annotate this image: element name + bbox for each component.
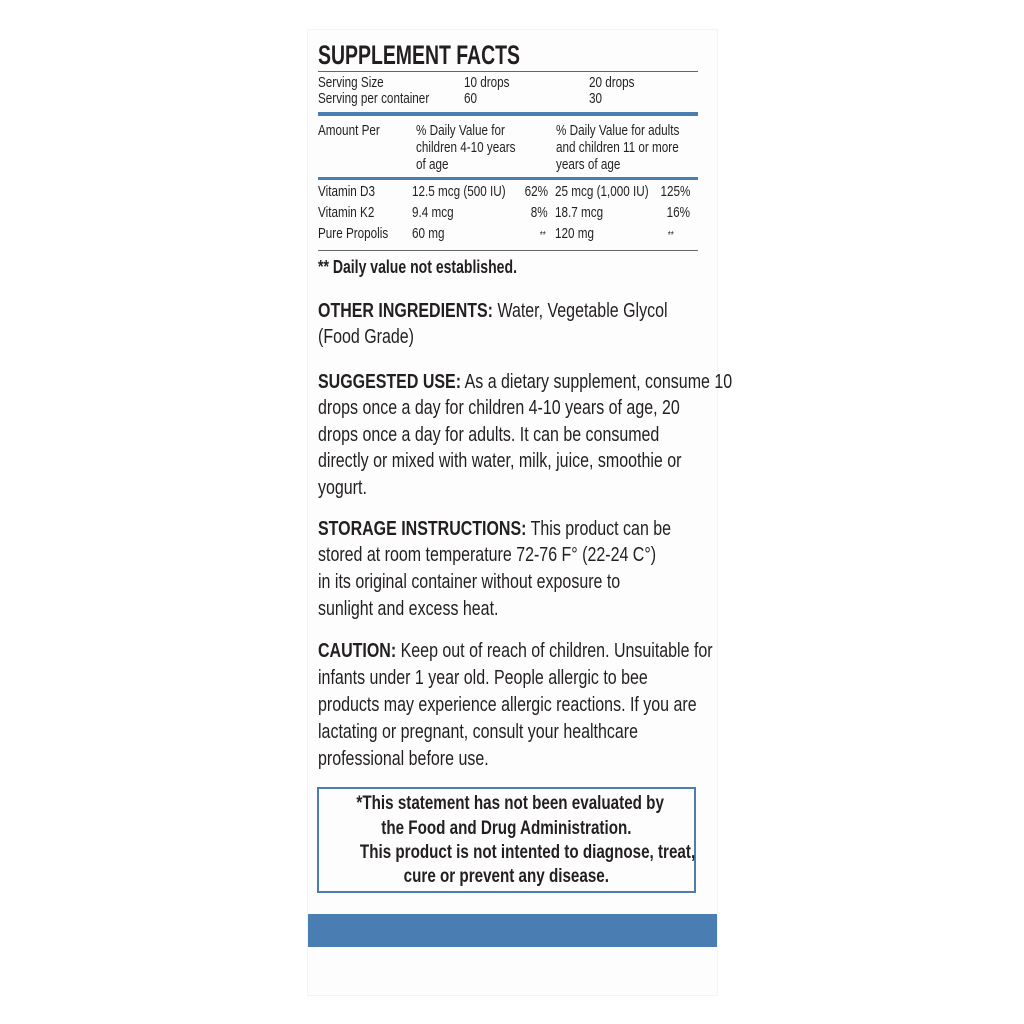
adult-amount: 18.7 mcg: [555, 204, 604, 221]
adult-amount: 25 mcg (1,000 IU): [555, 183, 649, 200]
text-line: Keep out of reach of children. Unsuitable for: [396, 639, 713, 662]
text-line: in its original container without exposure to: [318, 570, 621, 593]
nutrient-name: Pure Propolis: [318, 225, 389, 242]
text-line: directly or mixed with water, milk, juice, smoothie or: [318, 449, 682, 472]
text-line: (Food Grade): [318, 325, 414, 348]
section-label: STORAGE INSTRUCTIONS:: [318, 517, 527, 540]
child-dv: 8%: [531, 204, 548, 221]
text-line: professional before use.: [318, 747, 489, 770]
child-amount: 9.4 mcg: [412, 204, 454, 221]
child-amount: 12.5 mcg (500 IU): [412, 183, 506, 200]
text-line: This product can be: [526, 517, 672, 540]
child-header: % Daily Value for: [416, 122, 505, 139]
footnote: ** Daily value not established.: [318, 257, 517, 277]
child-amount: 60 mg: [412, 225, 445, 242]
serving-size-adult: 20 drops: [589, 74, 635, 91]
text-line: products may experience allergic reactions. If you are: [318, 693, 697, 716]
text-line: stored at room temperature 72-76 F° (22-24 C°): [318, 543, 657, 566]
adult-amount: 120 mg: [555, 225, 595, 242]
child-header: children 4-10 years: [416, 139, 516, 156]
blue-divider: [318, 177, 698, 180]
serving-size-child: 10 drops: [464, 74, 510, 91]
disclaimer-line: This product is not intented to diagnose, treat,: [359, 842, 696, 863]
adult-header: % Daily Value for adults: [556, 122, 680, 139]
servings-label: Serving per container: [318, 90, 430, 107]
blue-footer-band: [308, 914, 717, 947]
section-label: SUGGESTED USE:: [318, 370, 462, 393]
text-line: Water, Vegetable Glycol: [493, 299, 668, 322]
adult-dv: 125%: [660, 183, 690, 200]
adult-header: and children 11 or more: [556, 139, 679, 156]
text-line: As a dietary supplement, consume 10: [461, 370, 733, 393]
servings-child: 60: [464, 90, 478, 107]
text-line: yogurt.: [318, 476, 367, 499]
blue-divider: [318, 112, 698, 116]
text-line: sunlight and excess heat.: [318, 597, 499, 620]
disclaimer-line: *This statement has not been evaluated by: [356, 793, 664, 814]
disclaimer-line: the Food and Drug Administration.: [381, 818, 632, 839]
text-line: lactating or pregnant, consult your healthcare: [318, 720, 639, 743]
child-header: of age: [416, 156, 449, 173]
text-line: drops once a day for adults. It can be consumed: [318, 423, 660, 446]
text-line: drops once a day for children 4-10 years of age, 20: [318, 396, 680, 419]
serving-size-label: Serving Size: [318, 74, 384, 91]
text-line: infants under 1 year old. People allergic to bee: [318, 666, 648, 689]
facts-title: SUPPLEMENT FACTS: [318, 40, 520, 70]
section-label: OTHER INGREDIENTS:: [318, 299, 494, 322]
child-dv: **: [539, 230, 546, 241]
disclaimer-line: cure or prevent any disease.: [403, 866, 610, 887]
servings-adult: 30: [589, 90, 603, 107]
adult-dv: **: [667, 230, 674, 241]
amount-per-header: Amount Per: [318, 122, 380, 139]
divider: [318, 250, 698, 251]
nutrient-name: Vitamin K2: [318, 204, 375, 221]
divider: [318, 71, 698, 72]
section-label: CAUTION:: [318, 639, 397, 662]
adult-dv: 16%: [666, 204, 690, 221]
adult-header: years of age: [556, 156, 621, 173]
nutrient-name: Vitamin D3: [318, 183, 376, 200]
child-dv: 62%: [524, 183, 548, 200]
